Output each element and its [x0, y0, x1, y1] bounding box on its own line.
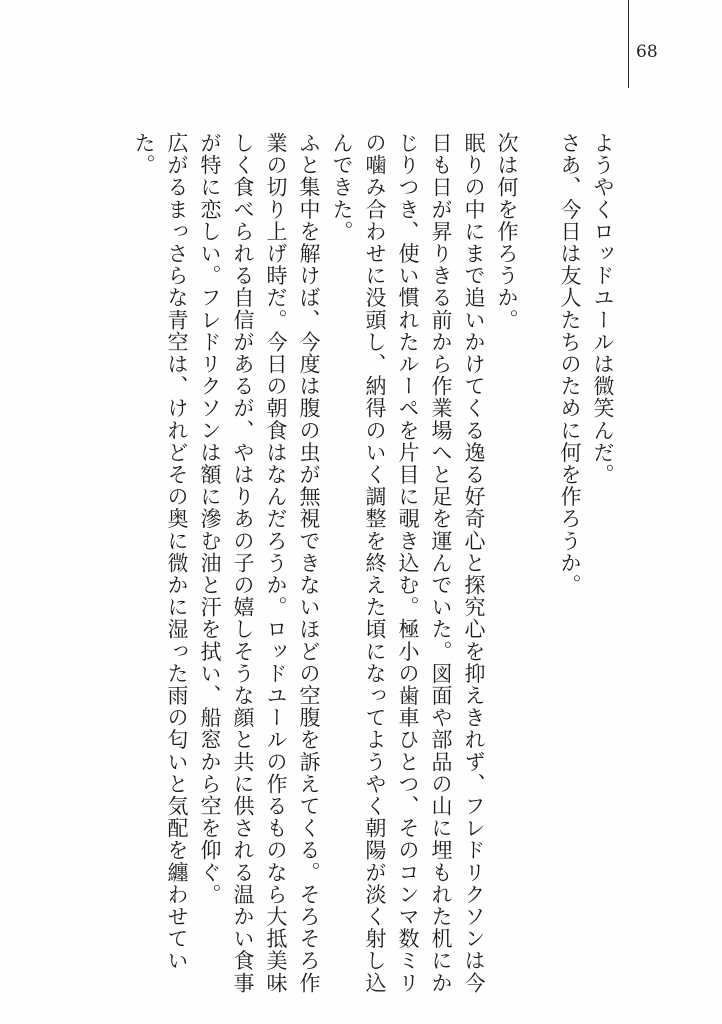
paragraph-4: 眠りの中にまで追いかけてくる逸る好奇心と探究心を抑えきれず、フレドリクソンは今日も日が昇りきる前から作業場へと足を運んでいた。図面や部品の山に埋もれた机にかじりつき、使い慣れたルーペを片目に覗き込む。極小の歯車ひとつ、そのコンマ数ミリの噛み合わせに没頭し、納得のいく調整を終えた頃になってようやく朝陽が淡く射し込んできた。: [330, 132, 486, 994]
paragraph-5: ふと集中を解けば、今度は腹の虫が無視できないほどの空腹を訴えてくる。そろそろ作業の切り上げ時だ。今日の朝食はなんだろうか。ロッドユールの作るものなら大抵美味しく食べられる自信があるが、やはりあの子の嬉しそうな顔と共に供される温かい食事が特に恋しい。フレドリクソンは額に滲む油と汗を拭い、船窓から空を仰ぐ。: [198, 132, 321, 994]
paragraph-1: ようやくロッドユールは微笑んだ。: [591, 132, 615, 486]
paragraph-3: 次は何を作ろうか。: [495, 132, 519, 331]
page-number: 68: [636, 42, 658, 62]
paragraph-2: さあ、今日は友人たちのために何を作ろうか。: [558, 132, 582, 597]
paragraph-6: 広がるまっさらな青空は、けれどその奥に微かに湿った雨の匂いと気配を纏わせていた。: [132, 132, 189, 972]
header-rule: [628, 0, 629, 88]
vertical-text-body: [127, 132, 619, 1012]
